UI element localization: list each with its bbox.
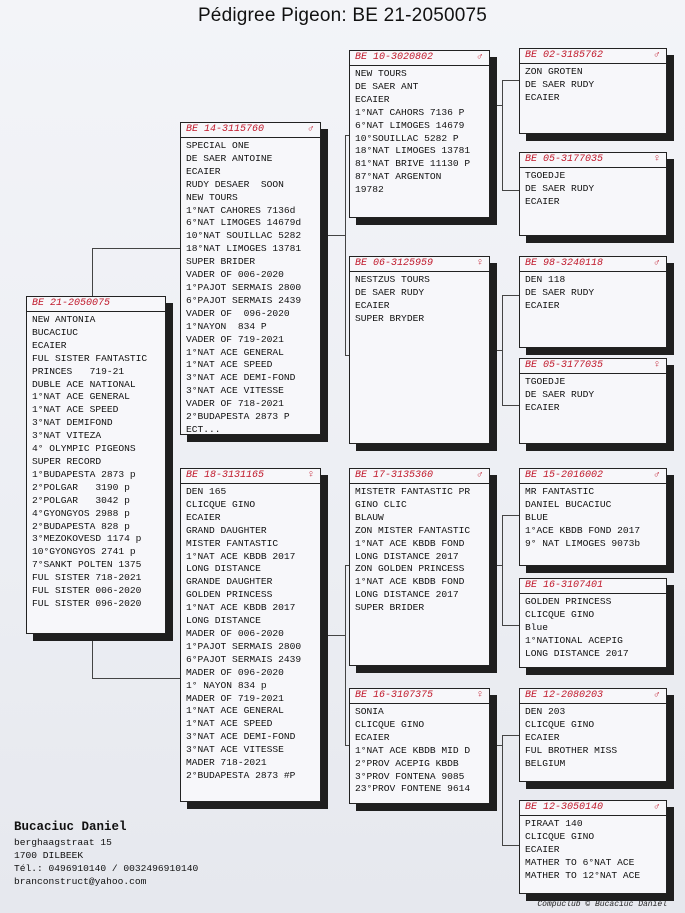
ring-number — [520, 801, 666, 816]
pigeon-card-gg8 — [519, 800, 667, 894]
detail-line: 6°NAT LIMOGES 14679 — [355, 119, 465, 131]
detail-line: 1°NAT ACE SPEED — [186, 718, 273, 730]
detail-line: 3°NAT DEMIFOND — [32, 417, 113, 429]
pigeon-card-granddam-paternal — [349, 256, 490, 444]
detail-line: 2°BUDAPESTA 2873 P — [186, 411, 290, 423]
sex-symbol-icon: ♂ — [653, 690, 660, 701]
detail-line: BUCACIUC — [32, 326, 79, 338]
detail-line: FUL SISTER 718-2021 — [32, 572, 142, 584]
detail-line: DEN 118 — [525, 274, 566, 285]
detail-line: 1°NATIONAL ACEPIG — [525, 634, 623, 646]
detail-line: NESTZUS TOURS — [355, 274, 430, 285]
detail-line: 2°BUDAPESTA 828 p — [32, 520, 130, 532]
detail-line: ECAIER — [32, 339, 67, 351]
detail-line: LONG DISTANCE — [186, 563, 261, 575]
detail-line: BLUE — [525, 511, 549, 523]
connector-line — [92, 248, 93, 296]
detail-line: BLAUW — [355, 511, 384, 523]
pigeon-details — [520, 272, 666, 315]
detail-line: 1°NAYON 834 P — [186, 320, 267, 332]
detail-line: SUPER BRYDER — [355, 312, 425, 324]
connector-line — [502, 295, 503, 405]
detail-line: DE SAER ANTOINE — [186, 152, 273, 164]
detail-line: 4° OLYMPIC PIGEONS — [32, 443, 136, 455]
detail-line: 1°PAJOT SERMAIS 2800 — [186, 281, 302, 293]
pigeon-card-gg6 — [519, 578, 667, 668]
ring-number — [520, 359, 666, 374]
detail-line: RUDY DESAER SOON — [186, 178, 284, 190]
ring-number-text: BE 98-3240118 — [525, 258, 604, 269]
detail-line: 1°NAT ACE KBDB FOND — [355, 537, 465, 549]
detail-line: ECAIER — [525, 843, 560, 855]
detail-line: CLICQUE GINO — [355, 718, 425, 730]
detail-line: Blue — [525, 621, 549, 633]
ring-number — [520, 689, 666, 704]
connector-line — [502, 295, 519, 296]
detail-line: 1°NAT ACE SPEED — [186, 359, 273, 371]
detail-line: 1°BUDAPESTA 2873 p — [32, 468, 136, 480]
pigeon-card-gg4 — [519, 358, 667, 444]
ring-number — [181, 469, 320, 484]
ring-number-text: BE 05-3177035 — [525, 154, 604, 165]
ring-number-text: BE 06-3125959 — [355, 258, 434, 269]
pigeon-card-dam — [180, 468, 321, 802]
detail-line: DEN 165 — [186, 486, 227, 497]
sex-symbol-icon: ♀ — [307, 470, 314, 481]
detail-line: 2°POLGAR 3042 p — [32, 494, 130, 506]
detail-line: 1°NAT ACE KBDB 2017 — [186, 602, 296, 614]
detail-line: 7°SANKT POLTEN 1375 — [32, 559, 142, 571]
sex-symbol-icon: ♀ — [653, 154, 660, 165]
detail-line: SPECIAL ONE — [186, 140, 250, 151]
ring-number — [520, 153, 666, 168]
detail-line: 1°NAT ACE KBDB MID D — [355, 744, 471, 756]
detail-line: DE SAER RUDY — [525, 78, 595, 90]
sex-symbol-icon: ♂ — [653, 258, 660, 269]
detail-line: 6°NAT LIMOGES 14679d — [186, 217, 302, 229]
pigeon-card-gg3 — [519, 256, 667, 348]
detail-line: 23°PROV FONTENE 9614 — [355, 783, 471, 795]
detail-line: CLICQUE GINO — [525, 718, 595, 730]
connector-line — [502, 515, 519, 516]
detail-line: 3°NAT ACE VITESSE — [186, 744, 284, 756]
detail-line: NEW TOURS — [186, 191, 238, 203]
pigeon-details — [520, 64, 666, 107]
pigeon-details — [520, 168, 666, 211]
detail-line: ECAIER — [525, 91, 560, 103]
detail-line: 10°NAT SOUILLAC 5282 — [186, 230, 302, 242]
detail-line: DEN 203 — [525, 706, 566, 717]
detail-line: 1°NAT CAHORES 7136d — [186, 204, 296, 216]
detail-line: 1° NAYON 834 p — [186, 679, 267, 691]
connector-line — [321, 635, 345, 636]
detail-line: 81°NAT BRIVE 11130 P — [355, 158, 471, 170]
detail-line: PIRAAT 140 — [525, 818, 583, 829]
connector-line — [345, 565, 346, 745]
detail-line: NEW ANTONIA — [32, 314, 96, 325]
owner-contact — [14, 818, 198, 888]
detail-line: SUPER RECORD — [32, 455, 102, 467]
detail-line: LONG DISTANCE 2017 — [355, 550, 459, 562]
pigeon-details — [27, 312, 165, 613]
detail-line: 3°NAT ACE DEMI-FOND — [186, 731, 296, 743]
detail-line: 3°MEZOKOVESD 1174 p — [32, 533, 142, 545]
ring-number-text: BE 12-3050140 — [525, 802, 604, 813]
ring-number-text: BE 05-3177035 — [525, 360, 604, 371]
page-title: Pédigree Pigeon: BE 21-2050075 — [197, 5, 488, 26]
detail-line: SONIA — [355, 706, 384, 717]
pigeon-details — [350, 484, 489, 617]
detail-line: 87°NAT ARGENTON — [355, 171, 442, 183]
detail-line: MATHER TO 6°NAT ACE — [525, 856, 635, 868]
detail-line: 6°PAJOT SERMAIS 2439 — [186, 653, 302, 665]
detail-line: DE SAER RUDY — [525, 286, 595, 298]
detail-line: LONG DISTANCE 2017 — [525, 647, 629, 659]
detail-line: 1°PAJOT SERMAIS 2800 — [186, 640, 302, 652]
pigeon-card-grandsire-maternal — [349, 468, 490, 666]
detail-line: SUPER BRIDER — [186, 256, 256, 268]
connector-line — [502, 625, 519, 626]
detail-line: VADER OF 096-2020 — [186, 307, 290, 319]
ring-number — [350, 257, 489, 272]
connector-line — [502, 845, 519, 846]
detail-line: ECAIER — [355, 299, 390, 311]
connector-line — [490, 350, 502, 351]
detail-line: 9° NAT LIMOGES 9073b — [525, 537, 641, 549]
detail-line: BELGIUM — [525, 757, 566, 769]
pigeon-details — [181, 138, 320, 435]
pigeon-card-sire — [180, 122, 321, 435]
detail-line: DANIEL BUCACIUC — [525, 498, 612, 510]
detail-line: DUBLE ACE NATIONAL — [32, 378, 136, 390]
detail-line: ECAIER — [355, 93, 390, 105]
connector-line — [502, 405, 519, 406]
detail-line: FUL SISTER 006-2020 — [32, 585, 142, 597]
connector-line — [490, 745, 502, 746]
pigeon-card-grandsire-paternal — [349, 50, 490, 218]
sex-symbol-icon: ♂ — [653, 50, 660, 61]
footer-credit: Compuclub © Bucaciuc Daniel — [537, 900, 667, 909]
owner-email: branconstruct@yahoo.com — [14, 876, 147, 887]
detail-line: NEW TOURS — [355, 68, 407, 79]
sex-symbol-icon: ♂ — [307, 124, 314, 135]
ring-number — [350, 689, 489, 704]
pigeon-card-subject — [26, 296, 166, 634]
pigeon-card-gg7 — [519, 688, 667, 782]
connector-line — [502, 735, 503, 845]
owner-street: berghaagstraat 15 — [14, 837, 112, 848]
detail-line: 1°NAT ACE SPEED — [32, 404, 119, 416]
owner-name: Bucaciuc Daniel — [14, 820, 127, 834]
detail-line: 1°NAT ACE KBDB FOND — [355, 576, 465, 588]
detail-line: ECAIER — [525, 731, 560, 743]
pigeon-details — [350, 66, 489, 199]
detail-line: ECAIER — [525, 401, 560, 413]
detail-line: CLICQUE GINO — [186, 498, 256, 510]
ring-number — [27, 297, 165, 312]
detail-line: MISTER FANTASTIC — [186, 537, 279, 549]
connector-line — [92, 633, 93, 678]
detail-line: 2°BUDAPESTA 2873 #P — [186, 769, 296, 781]
ring-number — [520, 469, 666, 484]
connector-line — [502, 80, 503, 190]
detail-line: CLICQUE GINO — [525, 830, 595, 842]
detail-line: 1°NAT ACE GENERAL — [32, 391, 130, 403]
sex-symbol-icon: ♂ — [653, 802, 660, 813]
detail-line: MR FANTASTIC — [525, 486, 595, 497]
detail-line: ZON MISTER FANTASTIC — [355, 524, 471, 536]
detail-line: GRANDE DAUGHTER — [186, 576, 273, 588]
pigeon-details — [520, 484, 666, 553]
ring-number — [520, 579, 666, 594]
detail-line: GOLDEN PRINCESS — [525, 596, 612, 607]
ring-number — [181, 123, 320, 138]
detail-line: 3°NAT VITEZA — [32, 430, 102, 442]
detail-line: LONG DISTANCE — [186, 615, 261, 627]
detail-line: 1°NAT CAHORS 7136 P — [355, 106, 465, 118]
detail-line: CLICQUE GINO — [525, 608, 595, 620]
connector-line — [502, 190, 519, 191]
connector-line — [345, 135, 346, 355]
pigeon-card-gg5 — [519, 468, 667, 566]
pigeon-details — [350, 272, 489, 328]
sex-symbol-icon: ♂ — [653, 470, 660, 481]
detail-line: GINO CLIC — [355, 498, 407, 510]
detail-line: 18°NAT LIMOGES 13781 — [355, 145, 471, 157]
detail-line: FUL SISTER FANTASTIC — [32, 352, 148, 364]
ring-number-text: BE 02-3185762 — [525, 50, 604, 61]
detail-line: SUPER BRIDER — [355, 602, 425, 614]
pigeon-details — [520, 816, 666, 885]
detail-line: 3°NAT ACE DEMI-FOND — [186, 372, 296, 384]
detail-line: ECAIER — [525, 195, 560, 207]
detail-line: ECAIER — [355, 731, 390, 743]
detail-line: 1°NAT ACE GENERAL — [186, 346, 284, 358]
detail-line: MISTETR FANTASTIC PR — [355, 486, 471, 497]
detail-line: ECAIER — [186, 511, 221, 523]
connector-line — [92, 678, 180, 679]
detail-line: GOLDEN PRINCESS — [186, 589, 273, 601]
ring-number-text: BE 21-2050075 — [32, 298, 111, 309]
detail-line: TGOEDJE — [525, 170, 566, 181]
sex-symbol-icon: ♂ — [476, 52, 483, 63]
pigeon-details — [520, 374, 666, 417]
sex-symbol-icon: ♀ — [476, 258, 483, 269]
detail-line: MADER OF 719-2021 — [186, 692, 284, 704]
detail-line: MADER 718-2021 — [186, 757, 267, 769]
sex-symbol-icon: ♂ — [476, 470, 483, 481]
ring-number-text: BE 15-2016002 — [525, 470, 604, 481]
sex-symbol-icon: ♀ — [653, 360, 660, 371]
detail-line: MATHER TO 12°NAT ACE — [525, 869, 641, 881]
ring-number-text: BE 10-3020802 — [355, 52, 434, 63]
detail-line: 19782 — [355, 184, 384, 196]
detail-line: FUL SISTER 096-2020 — [32, 597, 142, 609]
sex-symbol-icon: ♀ — [476, 690, 483, 701]
detail-line: 2°POLGAR 3190 p — [32, 481, 130, 493]
owner-city: 1700 DILBEEK — [14, 850, 84, 861]
ring-number-text: BE 18-3131165 — [186, 470, 265, 481]
pigeon-details — [181, 484, 320, 785]
detail-line: DE SAER RUDY — [525, 182, 595, 194]
detail-line: VADER OF 719-2021 — [186, 333, 284, 345]
detail-line: 2°PROV ACEPIG KBDB — [355, 757, 459, 769]
connector-line — [502, 735, 519, 736]
detail-line: 10°GYONGYOS 2741 p — [32, 546, 136, 558]
pigeon-card-gg2 — [519, 152, 667, 236]
pigeon-details — [350, 704, 489, 798]
detail-line: MADER OF 096-2020 — [186, 666, 284, 678]
ring-number — [350, 51, 489, 66]
detail-line: ECT... — [186, 423, 221, 435]
pigeon-details — [520, 594, 666, 663]
pigeon-card-granddam-maternal — [349, 688, 490, 804]
owner-phone: Tél.: 0496910140 / 0032496910140 — [14, 863, 199, 874]
detail-line: PRINCES 719-21 — [32, 365, 125, 377]
detail-line: ZON GROTEN — [525, 66, 583, 77]
detail-line: ECAIER — [525, 299, 560, 311]
ring-number-text: BE 16-3107401 — [525, 580, 604, 591]
detail-line: DE SAER RUDY — [355, 286, 425, 298]
connector-line — [502, 80, 519, 81]
detail-line: 6°PAJOT SERMAIS 2439 — [186, 294, 302, 306]
detail-line: 3°NAT ACE VITESSE — [186, 385, 284, 397]
detail-line: LONG DISTANCE 2017 — [355, 589, 459, 601]
ring-number-text: BE 16-3107375 — [355, 690, 434, 701]
ring-number-text: BE 14-3115760 — [186, 124, 265, 135]
detail-line: FUL BROTHER MISS — [525, 744, 618, 756]
detail-line: VADER OF 006-2020 — [186, 269, 284, 281]
detail-line: DE SAER ANT — [355, 80, 419, 92]
connector-line — [92, 248, 180, 249]
detail-line: TGOEDJE — [525, 376, 566, 387]
connector-line — [490, 105, 502, 106]
detail-line: GRAND DAUGHTER — [186, 524, 267, 536]
detail-line: MADER OF 006-2020 — [186, 627, 284, 639]
connector-line — [321, 235, 345, 236]
pigeon-details — [520, 704, 666, 773]
connector-line — [490, 565, 502, 566]
ring-number — [520, 257, 666, 272]
ring-number-text: BE 12-2080203 — [525, 690, 604, 701]
detail-line: 1°NAT ACE GENERAL — [186, 705, 284, 717]
detail-line: 4°GYONGYOS 2988 p — [32, 507, 130, 519]
detail-line: 18°NAT LIMOGES 13781 — [186, 243, 302, 255]
detail-line: DE SAER RUDY — [525, 388, 595, 400]
pigeon-card-gg1 — [519, 48, 667, 134]
detail-line: 10°SOUILLAC 5282 P — [355, 132, 459, 144]
connector-line — [502, 515, 503, 625]
detail-line: 1°ACE KBDB FOND 2017 — [525, 524, 641, 536]
detail-line: 1°NAT ACE KBDB 2017 — [186, 550, 296, 562]
detail-line: 3°PROV FONTENA 9085 — [355, 770, 465, 782]
ring-number — [520, 49, 666, 64]
detail-line: ZON GOLDEN PRINCESS — [355, 563, 465, 575]
ring-number-text: BE 17-3135360 — [355, 470, 434, 481]
ring-number — [350, 469, 489, 484]
detail-line: VADER OF 718-2021 — [186, 398, 284, 410]
detail-line: ECAIER — [186, 165, 221, 177]
